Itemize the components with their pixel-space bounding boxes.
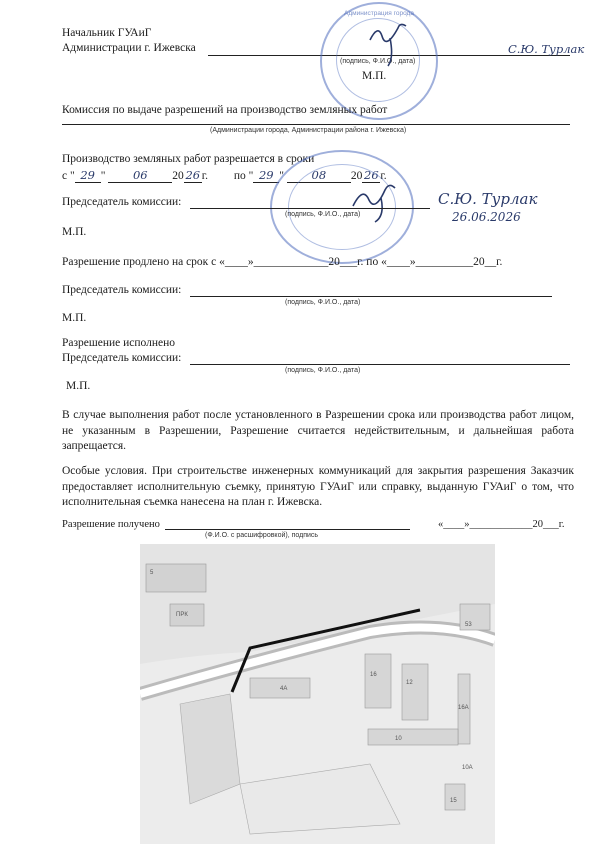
header-administration: Администрации г. Ижевска — [62, 42, 196, 54]
header-signature-caption: (подпись, Ф.И.О., дата) — [340, 58, 416, 65]
terms-to-year-suffix: г. — [380, 170, 387, 182]
map-label: ПРК — [176, 612, 188, 618]
done-label: Разрешение исполнено — [62, 337, 176, 349]
chair1-mp: М.П. — [62, 226, 87, 238]
map-label: 4А — [280, 686, 288, 692]
map-label: 16А — [458, 705, 469, 711]
terms-to-year: 26 — [364, 168, 379, 182]
received-label: Разрешение получено — [62, 519, 160, 530]
map-label: 53 — [465, 622, 472, 628]
terms-from-year: 26 — [185, 168, 201, 182]
terms-from-quote: " — [100, 170, 106, 182]
chair2-label: Председатель комиссии: — [62, 284, 182, 296]
chair1-hand-name: С.Ю. Турлак — [438, 190, 538, 208]
chair1-label: Председатель комиссии: — [62, 196, 182, 208]
commission-title: Комиссия по выдаче разрешений на производство земляных работ — [62, 104, 388, 116]
done-caption: (подпись, Ф.И.О., дата) — [285, 367, 361, 374]
done-mp: М.П. — [66, 380, 91, 392]
map-label: 10А — [462, 765, 473, 771]
paragraph-invalid: В случае выполнения работ после установленного в Разрешении срока или производства работ лицом, не указанным в Разрешении, Разрешение считается недействительным, и дальнейшая работа запрещается. — [62, 409, 574, 452]
stamp-text: Администрация города — [344, 10, 414, 17]
paragraph-conditions: Особые условия. При строительстве инженерных коммуникаций для закрытия разрешения Заказчик предоставляет исполнительную съемку, принятую ГУАиГ или справку, выданную ГУАиГ о том, что исполнительная съемка нанесена на план г. Ижевска. — [62, 465, 574, 508]
commission-line — [62, 124, 570, 125]
header-name: С.Ю. Турлак — [508, 42, 585, 56]
chair1-caption: (подпись, Ф.И.О., дата) — [285, 211, 361, 218]
done-line — [190, 364, 570, 365]
chair2-line — [190, 296, 552, 297]
terms-to-quote: " — [279, 170, 284, 182]
terms-from-day: 29 — [75, 168, 101, 183]
map-label: 5 — [150, 570, 154, 576]
header-title: Начальник ГУАиГ — [62, 27, 152, 39]
map-building — [368, 729, 458, 745]
map-building — [365, 654, 391, 708]
terms-to-month: 08 — [287, 168, 351, 183]
chair1-hand-date: 26.06.2026 — [452, 210, 521, 224]
terms-from-prefix: с " — [62, 170, 75, 182]
map-building — [146, 564, 206, 592]
terms-to-year-prefix: 20 — [350, 170, 363, 182]
chair1-line — [190, 208, 430, 209]
map-label: 12 — [406, 680, 413, 686]
map-area — [180, 694, 240, 804]
site-map — [140, 544, 495, 844]
terms-from-month: 06 — [108, 168, 172, 183]
received-caption: (Ф.И.О. с расшифровкой), подпись — [205, 532, 319, 539]
map-building — [402, 664, 428, 720]
commission-signature — [345, 176, 405, 226]
terms-to-prefix: по " — [233, 170, 254, 182]
map-building — [445, 784, 465, 810]
received-line — [165, 529, 410, 530]
extended-text: Разрешение продлено на срок с «____»_____________20___г. по «____»__________20__г. — [62, 256, 503, 268]
terms-to-day: 29 — [253, 168, 279, 183]
received-date: «____»____________20___г. — [438, 519, 565, 530]
chair2-mp: М.П. — [62, 312, 87, 324]
terms-from-year-prefix: 20 — [172, 170, 184, 182]
terms-label: Производство земляных работ разрешается в сроки — [62, 153, 315, 165]
header-mp: М.П. — [362, 70, 387, 82]
map-label: 10 — [395, 736, 402, 742]
header-signature — [360, 18, 420, 68]
commission-caption: (Администрации города, Администрации района г. Ижевска) — [210, 127, 407, 134]
map-label: 15 — [450, 798, 457, 804]
terms-from-year-suffix: г. — [201, 170, 209, 182]
chair2-caption: (подпись, Ф.И.О., дата) — [285, 299, 361, 306]
map-label: 16 — [370, 672, 377, 678]
done-chair-label: Председатель комиссии: — [62, 352, 182, 364]
